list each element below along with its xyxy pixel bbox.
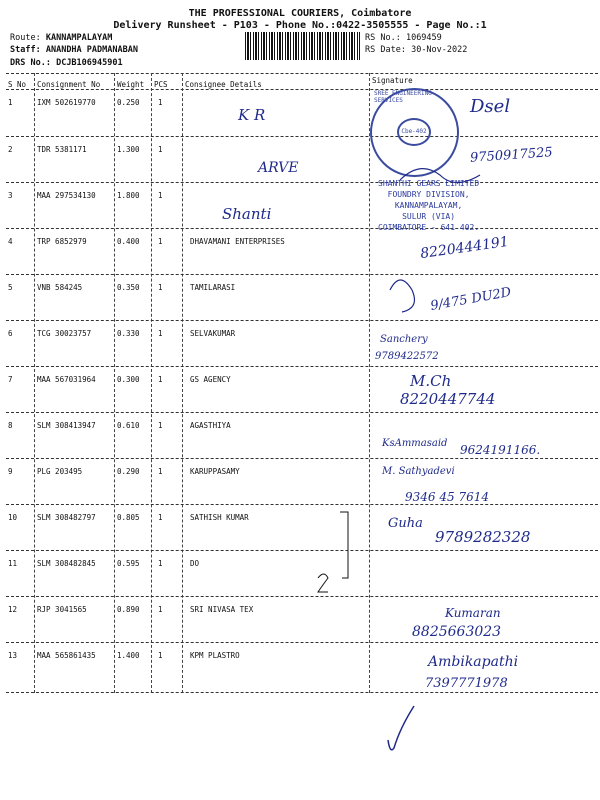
signature: 7397771978 [425, 676, 508, 691]
row-sno: 1 [8, 98, 13, 107]
signature-name: M. Sathyadevi [382, 466, 455, 477]
row-sno: 6 [8, 329, 13, 338]
row-sno: 3 [8, 191, 13, 200]
signature-scribble [390, 280, 414, 312]
signature: 9/475 DU2D [429, 285, 513, 314]
row-weight: 0.890 [117, 605, 140, 614]
row-pcs: 1 [158, 421, 163, 430]
col-header-signature: Signature [372, 76, 413, 85]
row-consignee: SELVAKUMAR [190, 329, 236, 338]
row-sno: 12 [8, 605, 18, 614]
row-consignee: KPM PLASTRO [190, 651, 240, 660]
row-consignment: VNB 584245 [37, 283, 83, 292]
row-consignment: PLG 203495 [37, 467, 83, 476]
signature: 9346 45 7614 [405, 490, 489, 504]
signature: 9750917525 [469, 145, 554, 166]
stamp-line: KANNAMPALAYAM, [394, 201, 463, 210]
row-pcs: 1 [158, 283, 163, 292]
row-sno: 5 [8, 283, 13, 292]
row-consignee: DHAVAMANI ENTERPRISES [190, 237, 285, 246]
row-weight: 0.610 [117, 421, 140, 430]
handwritten-consignee: ARVE [258, 160, 299, 176]
stamp-line: COIMBATORE - 641 402. [378, 223, 480, 232]
rs-date-value: 30-Nov-2022 [411, 45, 468, 55]
row-consignee: DO [190, 559, 200, 568]
row-weight: 0.250 [117, 98, 140, 107]
signature: 9789422572 [375, 351, 439, 362]
row-pcs: 1 [158, 98, 163, 107]
row-sno: 10 [8, 513, 18, 522]
row-consignment: RJP 3041565 [37, 605, 87, 614]
row-sno: 9 [8, 467, 13, 476]
col-header-pcs: PCS [154, 80, 168, 89]
signature: 8825663023 [412, 624, 502, 640]
handwritten-consignee: Shanti [222, 205, 272, 223]
row-consignment: IXM 502619770 [37, 98, 96, 107]
row-consignment: SLM 308482797 [37, 513, 96, 522]
handwritten-consignee: K R [238, 106, 266, 124]
row-weight: 0.290 [117, 467, 140, 476]
row-weight: 0.400 [117, 237, 140, 246]
bracket-mark [340, 512, 348, 578]
stamp-line: SHANTHI GEARS LIMITED [378, 179, 480, 188]
tick-mark [318, 574, 328, 592]
row-pcs: 1 [158, 191, 163, 200]
row-consignment: MAA 567031964 [37, 375, 96, 384]
drs-value: DCJB106945901 [56, 58, 123, 68]
rs-no-label: RS No.: [365, 33, 401, 43]
row-sno: 7 [8, 375, 13, 384]
row-consignee: SRI NIVASA TEX [190, 605, 254, 614]
row-consignment: TRP 6852979 [37, 237, 87, 246]
col-header-sno: S No [8, 80, 27, 89]
signature: 9789282328 [435, 528, 531, 546]
row-consignment: MAA 297534130 [37, 191, 96, 200]
col-header-weight: Weight [117, 80, 145, 89]
signature-scribble [400, 169, 480, 183]
staff-label: Staff: [10, 45, 41, 55]
row-weight: 1.300 [117, 145, 140, 154]
row-pcs: 1 [158, 513, 163, 522]
row-pcs: 1 [158, 145, 163, 154]
row-consignee: AGASTHIYA [190, 421, 231, 430]
row-weight: 0.595 [117, 559, 140, 568]
row-consignee: TAMILARASI [190, 283, 236, 292]
signature-name: Guha [388, 516, 423, 531]
seal-ring-text: SREE ENGINEERING SERVICES [374, 90, 432, 104]
row-weight: 0.330 [117, 329, 140, 338]
row-weight: 0.350 [117, 283, 140, 292]
row-sno: 11 [8, 559, 18, 568]
signature-name: KsAmmasaid [382, 438, 448, 449]
row-pcs: 1 [158, 467, 163, 476]
rs-date-label: RS Date: [365, 45, 406, 55]
signature: 8220447744 [400, 390, 496, 408]
row-pcs: 1 [158, 375, 163, 384]
route-label: Route: [10, 33, 41, 43]
signature-name: M.Ch [410, 372, 452, 390]
stamp-line: FOUNDRY DIVISION, [387, 190, 470, 199]
signature: Dsel [470, 96, 511, 117]
row-consignment: TCG 30023757 [37, 329, 92, 338]
row-weight: 0.300 [117, 375, 140, 384]
row-weight: 1.800 [117, 191, 140, 200]
row-weight: 1.400 [117, 651, 140, 660]
company-title: THE PROFESSIONAL COURIERS, Coimbatore [188, 8, 412, 19]
row-consignment: SLM 308482845 [37, 559, 96, 568]
row-sno: 8 [8, 421, 13, 430]
row-pcs: 1 [158, 605, 163, 614]
signature: 8220444191 [419, 233, 510, 263]
seal-center: Cbe-402 [397, 118, 431, 146]
tick-mark [388, 706, 414, 750]
row-consignment: TDR 5381171 [37, 145, 87, 154]
row-pcs: 1 [158, 237, 163, 246]
row-consignment: MAA 565861435 [37, 651, 96, 660]
runsheet-title: Delivery Runsheet - P103 - Phone No.:0422-3505555 - Page No.:1 [113, 20, 487, 31]
row-sno: 2 [8, 145, 13, 154]
signature-name: Kumaran [445, 606, 501, 620]
drs-label: DRS No.: [10, 58, 51, 68]
row-sno: 13 [8, 651, 18, 660]
row-pcs: 1 [158, 559, 163, 568]
row-sno: 4 [8, 237, 13, 246]
row-pcs: 1 [158, 651, 163, 660]
route-value: KANNAMPALAYAM [45, 33, 113, 43]
signature: 9624191166. [460, 443, 541, 457]
row-consignment: SLM 308413947 [37, 421, 96, 430]
col-header-consignee: Consignee Details [185, 80, 262, 89]
stamp-line: SULUR (VIA) [402, 212, 456, 221]
row-consignee: GS AGENCY [190, 375, 231, 384]
signature-name: Ambikapathi [428, 654, 519, 670]
row-pcs: 1 [158, 329, 163, 338]
rs-no-value: 1069459 [405, 33, 442, 43]
row-consignee: KARUPPASAMY [190, 467, 240, 476]
staff-value: ANANDHA PADMANABAN [45, 45, 138, 55]
row-consignee: SATHISH KUMAR [190, 513, 249, 522]
signature-name: Sanchery [380, 334, 428, 345]
col-header-consignment: Consignment No [37, 80, 101, 89]
row-weight: 0.805 [117, 513, 140, 522]
